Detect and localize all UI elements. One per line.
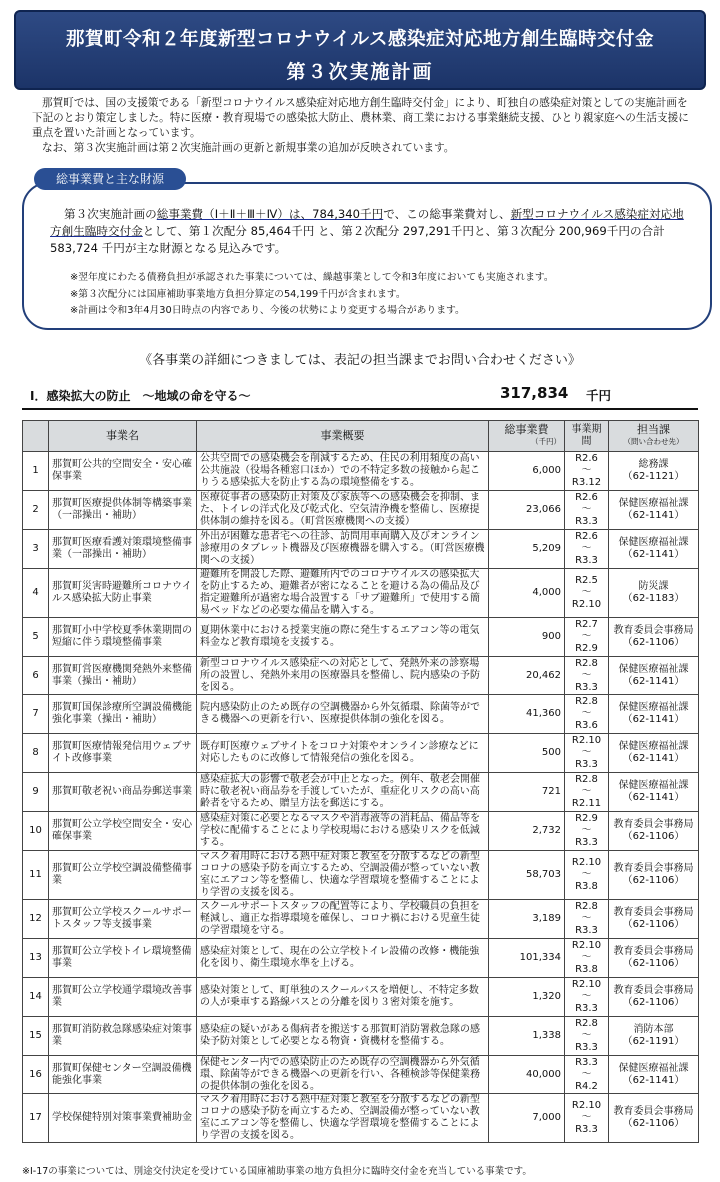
dept-name: 教育委員会事務局: [613, 906, 694, 918]
dept-name: 保健医療福祉課: [618, 663, 689, 675]
period-start: R2.9: [575, 813, 598, 825]
summary-grant-name: 新型コロナウイルス感染症対応地方創生臨時交付金: [50, 207, 684, 238]
project-cost: 20,462: [489, 656, 565, 695]
project-period: [565, 568, 609, 617]
dept-name: 教育委員会事務局: [613, 863, 694, 875]
header-cost-unit: （千円）: [531, 437, 561, 446]
project-cost: 41,360: [489, 695, 565, 734]
period-sep: ～: [581, 786, 592, 798]
project-period: [565, 695, 609, 734]
table-row: [23, 452, 699, 491]
project-description: 新型コロナウイルス感染症への対応として、発熱外来の診察場所の設置し、発熱外来用の医療器具を整備し、院内感染の予防を図る。: [197, 656, 489, 695]
table-row: [23, 1055, 699, 1094]
project-description: マスク着用時における熱中症対策と教室を分散するなどの新型コロナの感染予防を両立するため、空調設備が整っていない教室にエアコン等を整備し、快適な学習環境を整備することにより学習の支援を図る。: [197, 851, 489, 900]
period-start: R2.6: [575, 452, 598, 464]
period-sep: ～: [581, 747, 592, 759]
intro-text: [32, 96, 692, 156]
project-description: 医療従事者の感染防止対策及び家族等への感染機会を抑制、また、トイレの洋式化及び乾式化、空気清浄機を整備し、医療提供体制の維持を図る。（町営医療機関への支援）: [197, 490, 489, 529]
project-period: [565, 851, 609, 900]
period-end: R3.3: [575, 681, 598, 693]
summary-box-tag: 総事業費と主な財源: [34, 168, 186, 190]
project-cost: 4,000: [489, 568, 565, 617]
row-number: 1: [23, 452, 49, 491]
period-sep: ～: [581, 912, 592, 924]
project-cost: 5,209: [489, 529, 565, 568]
project-name: 那賀町災害時避難所コロナウイルス感染拡大防止事業: [49, 568, 197, 617]
dept-name: 教育委員会事務局: [613, 819, 694, 831]
dept-phone: （62-1106）: [622, 957, 685, 969]
period-sep: ～: [581, 1068, 592, 1080]
intro-paragraph-1: 那賀町では、国の支援策である「新型コロナウイルス感染症対応地方創生臨時交付金」により、町独自の感染症対策としての実施計画を下記のとおり策定しました。特に医療・教育現場での感染拡大防止、農林業、商工業における事業継続支援、ひとり親家庭への生活支援に重点を置いた計画となっています。: [32, 97, 689, 139]
period-end: R2.11: [571, 798, 602, 810]
dept-phone: （62-1106）: [622, 831, 685, 843]
header-dept: [609, 421, 699, 452]
row-number: 4: [23, 568, 49, 617]
period-end: R3.6: [575, 720, 598, 732]
period-start: R2.10: [571, 735, 602, 747]
project-dept: [609, 938, 699, 977]
dept-name: 教育委員会事務局: [613, 984, 694, 996]
project-name: 那賀町保健センター空調設備機能強化事業: [49, 1055, 197, 1094]
period-start: R2.10: [571, 857, 602, 869]
project-name: 那賀町公立学校スクールサポートスタッフ等支援事業: [49, 900, 197, 939]
header-no: [23, 421, 49, 452]
header-desc: 事業概要: [197, 421, 489, 452]
project-description: 感染症対策に必要となるマスクや消毒液等の消耗品、備品等を学校に配備することにより学校現場における感染リスクを低減する。: [197, 812, 489, 851]
period-end: R3.3: [575, 759, 598, 771]
dept-phone: （62-1183）: [622, 592, 685, 604]
table-row: [23, 773, 699, 812]
table-header-row: [23, 421, 699, 452]
period-sep: ～: [581, 464, 592, 476]
period-end: R3.3: [575, 554, 598, 566]
project-description: 院内感染防止のため既存の空調機器から外気循環、除菌等ができる機器への更新を行い、医療提供体制の強化を図る。: [197, 695, 489, 734]
period-end: R3.3: [575, 837, 598, 849]
project-dept: [609, 851, 699, 900]
period-start: R2.8: [575, 774, 598, 786]
period-start: R2.5: [575, 574, 598, 586]
project-description: マスク着用時における熱中症対策と教室を分散するなどの新型コロナの感染予防を両立するため、空調設備が整っていない教室にエアコン等を整備し、快適な学習環境を整備することにより学習の支援を図る。: [197, 1094, 489, 1143]
project-table: [22, 420, 699, 1143]
dept-name: 保健医療福祉課: [618, 1062, 689, 1074]
row-number: 8: [23, 734, 49, 773]
project-dept: [609, 529, 699, 568]
project-name: 那賀町営医療機関発熱外来整備事業（操出・補助）: [49, 656, 197, 695]
row-number: 3: [23, 529, 49, 568]
period-sep: ～: [581, 951, 592, 963]
project-dept: [609, 452, 699, 491]
project-description: 感染症対策として、現在の公立学校トイレ設備の改修・機能強化を図り、衛生環境水準を上げる。: [197, 938, 489, 977]
project-cost: 1,338: [489, 1016, 565, 1055]
period-end: R3.8: [575, 881, 598, 893]
project-dept: [609, 734, 699, 773]
project-description: 既存町医療ウェブサイトをコロナ対策やオンライン診療などに対応したものに改修して情報発信の強化を図る。: [197, 734, 489, 773]
period-start: R2.6: [575, 530, 598, 542]
row-number: 10: [23, 812, 49, 851]
project-period: [565, 1094, 609, 1143]
project-cost: 3,189: [489, 900, 565, 939]
period-end: R4.2: [575, 1080, 598, 1092]
project-cost: 7,000: [489, 1094, 565, 1143]
summary-notes: [70, 270, 680, 320]
dept-name: 教育委員会事務局: [613, 1106, 694, 1118]
row-number: 14: [23, 977, 49, 1016]
project-dept: [609, 490, 699, 529]
project-name: 那賀町公共的空間安全・安心確保事業: [49, 452, 197, 491]
period-start: R2.7: [575, 618, 598, 630]
period-start: R2.8: [575, 1017, 598, 1029]
table-row: [23, 695, 699, 734]
project-dept: [609, 617, 699, 656]
project-name: 那賀町公立学校通学環境改善事業: [49, 977, 197, 1016]
page-subtitle: 第３次実施計画: [286, 61, 434, 83]
project-cost: 900: [489, 617, 565, 656]
dept-phone: （62-1106）: [622, 1118, 685, 1130]
project-period: [565, 490, 609, 529]
period-start: R2.8: [575, 900, 598, 912]
summary-note: ※計画は令和3年4月30日時点の内容であり、今後の状勢により変更する場合があります。: [70, 305, 465, 316]
period-sep: ～: [581, 503, 592, 515]
title-banner: [14, 10, 706, 90]
header-period: 事業期間: [565, 421, 609, 452]
header-dept-label: 担当課: [637, 423, 670, 436]
summary-text-a: 第３次実施計画の: [64, 207, 157, 221]
period-sep: ～: [581, 669, 592, 681]
period-sep: ～: [581, 542, 592, 554]
project-dept: [609, 568, 699, 617]
row-number: 17: [23, 1094, 49, 1143]
table-row: [23, 977, 699, 1016]
table-row: [23, 529, 699, 568]
project-name: 那賀町医療看護対策環境整備事業（一部操出・補助）: [49, 529, 197, 568]
dept-phone: （62-1141）: [622, 714, 685, 726]
period-start: R2.8: [575, 657, 598, 669]
inquiry-note: 《各事業の詳細につきましては、表記の担当課までお問い合わせください》: [139, 353, 581, 368]
project-dept: [609, 773, 699, 812]
project-name: 那賀町公立学校空調設備整備事業: [49, 851, 197, 900]
project-dept: [609, 977, 699, 1016]
project-description: 公共空間での感染機会を削減するため、住民の利用頻度の高い公共施設（役場各種窓口ほか）での不特定多数の接触から起こりうる感染拡大を防止する為の環境整備をする。: [197, 452, 489, 491]
project-name: 那賀町医療提供体制等構築事業（一部操出・補助）: [49, 490, 197, 529]
period-end: R3.3: [575, 1041, 598, 1053]
dept-phone: （62-1106）: [622, 636, 685, 648]
dept-phone: （62-1141）: [622, 1074, 685, 1086]
project-cost: 2,732: [489, 812, 565, 851]
project-description: 外出が困難な患者宅への往診、訪問用車両購入及びオンライン診療用のタブレット機器及び医療機器を購入する。（町営医療機関への支援）: [197, 529, 489, 568]
intro-paragraph-2: なお、第３次実施計画は第２次実施計画の更新と新規事業の追加が反映されています。: [42, 142, 455, 154]
dept-name: 防災課: [638, 580, 669, 592]
row-number: 6: [23, 656, 49, 695]
project-dept: [609, 1094, 699, 1143]
project-cost: 721: [489, 773, 565, 812]
period-start: R2.8: [575, 696, 598, 708]
period-end: R2.10: [571, 598, 602, 610]
row-number: 11: [23, 851, 49, 900]
period-sep: ～: [581, 869, 592, 881]
project-description: 感染対策として、町単独のスクールバスを増便し、不特定多数の人が乗車する路線バスとの分離を図り３密対策を施す。: [197, 977, 489, 1016]
project-name: 那賀町小中学校夏季休業期間の短縮に伴う環境整備事業: [49, 617, 197, 656]
project-period: [565, 977, 609, 1016]
page-title: 那賀町令和２年度新型コロナウイルス感染症対応地方創生臨時交付金: [66, 29, 654, 50]
project-dept: [609, 1016, 699, 1055]
period-start: R2.10: [571, 1100, 602, 1112]
project-dept: [609, 656, 699, 695]
summary-note: ※第３次配分には国庫補助事業地方負担分算定の54,199千円が含まれます。: [70, 288, 406, 300]
section-label: Ⅰ．感染拡大の防止 ～地域の命を守る～: [30, 389, 251, 403]
period-end: R3.3: [575, 1124, 598, 1136]
dept-phone: （62-1141）: [622, 792, 685, 804]
header-cost: [489, 421, 565, 452]
row-number: 9: [23, 773, 49, 812]
period-sep: ～: [581, 586, 592, 598]
summary-note: ※翌年度にわたる債務負担が承認された事業については、繰越事業として令和3年度においても実施されます。: [70, 272, 554, 283]
section-unit: 千円: [586, 388, 612, 403]
row-number: 7: [23, 695, 49, 734]
project-dept: [609, 695, 699, 734]
dept-name: 総務課: [638, 458, 669, 470]
project-cost: 1,320: [489, 977, 565, 1016]
project-cost: 23,066: [489, 490, 565, 529]
project-period: [565, 938, 609, 977]
project-dept: [609, 1055, 699, 1094]
period-end: R3.3: [575, 924, 598, 936]
period-end: R3.3: [575, 1002, 598, 1014]
table-row: [23, 812, 699, 851]
project-description: 感染症の疑いがある傷病者を搬送する那賀町消防署救急隊の感染予防対策として必要となる物資・資機材を整備する。: [197, 1016, 489, 1055]
period-sep: ～: [581, 708, 592, 720]
summary-text: [50, 206, 690, 257]
dept-phone: （62-1106）: [622, 875, 685, 887]
table-row: [23, 938, 699, 977]
project-period: [565, 617, 609, 656]
summary-text-c: で、この総事業費対し、: [383, 207, 511, 221]
project-description: 夏期休業中における授業実施の際に発生するエアコン等の電気料金など教育環境を支援する。: [197, 617, 489, 656]
row-number: 13: [23, 938, 49, 977]
row-number: 16: [23, 1055, 49, 1094]
dept-phone: （62-1191）: [622, 1035, 685, 1047]
project-name: 那賀町公立学校トイレ環境整備事業: [49, 938, 197, 977]
dept-phone: （62-1106）: [622, 996, 685, 1008]
row-number: 5: [23, 617, 49, 656]
project-description: 避難所を開設した際、避難所内でのコロナウイルスの感染拡大を防止するため、避難者が密になることを避ける為の備品及び指定避難所が過密な場合設置する「サブ避難所」で使用する簡易ベッドなどの必要な備品を購入する。: [197, 568, 489, 617]
row-number: 15: [23, 1016, 49, 1055]
period-end: R3.3: [575, 515, 598, 527]
project-cost: 6,000: [489, 452, 565, 491]
section-total: 317,834: [500, 384, 569, 402]
project-cost: 500: [489, 734, 565, 773]
project-cost: 40,000: [489, 1055, 565, 1094]
dept-name: 保健医療福祉課: [618, 780, 689, 792]
project-description: 感染症拡大の影響で敬老会が中止となった。例年、敬老会開催時に敬老祝い商品券を手渡していたが、重症化リスクの高い高齢者を守るため、贈呈方法を郵送にする。: [197, 773, 489, 812]
table-row: [23, 900, 699, 939]
project-name: 那賀町医療情報発信用ウェブサイト改修事業: [49, 734, 197, 773]
dept-phone: （62-1141）: [622, 548, 685, 560]
dept-phone: （62-1106）: [622, 918, 685, 930]
summary-total-cost: 総事業費（Ⅰ＋Ⅱ＋Ⅲ＋Ⅳ）は、784,340千円: [156, 207, 384, 221]
project-cost: 101,334: [489, 938, 565, 977]
dept-name: 保健医療福祉課: [618, 497, 689, 509]
dept-phone: （62-1141）: [622, 509, 685, 521]
table-row: [23, 1016, 699, 1055]
project-dept: [609, 812, 699, 851]
project-dept: [609, 900, 699, 939]
project-period: [565, 529, 609, 568]
dept-phone: （62-1141）: [622, 675, 685, 687]
period-start: R3.3: [575, 1056, 598, 1068]
period-sep: ～: [581, 825, 592, 837]
table-row: [23, 490, 699, 529]
period-end: R2.9: [575, 642, 598, 654]
project-period: [565, 900, 609, 939]
dept-name: 保健医療福祉課: [618, 536, 689, 548]
project-period: [565, 1016, 609, 1055]
project-period: [565, 656, 609, 695]
header-cost-label: 総事業費: [504, 423, 549, 436]
project-name: 那賀町敬老祝い商品券郵送事業: [49, 773, 197, 812]
row-number: 2: [23, 490, 49, 529]
period-end: R3.12: [571, 476, 602, 488]
project-period: [565, 452, 609, 491]
project-period: [565, 773, 609, 812]
project-description: スクールサポートスタッフの配置等により、学校職員の負担を軽減し、適正な指導環境を確保し、コロナ禍における児童生徒の学習環境を守る。: [197, 900, 489, 939]
dept-name: 保健医療福祉課: [618, 702, 689, 714]
project-name: 那賀町国保診療所空調設備機能強化事業（操出・補助）: [49, 695, 197, 734]
dept-name: 消防本部: [633, 1023, 674, 1035]
period-sep: ～: [581, 1029, 592, 1041]
project-period: [565, 812, 609, 851]
table-row: [23, 851, 699, 900]
dept-name: 教育委員会事務局: [613, 945, 694, 957]
period-sep: ～: [581, 1112, 592, 1124]
dept-name: 教育委員会事務局: [613, 624, 694, 636]
project-name: 那賀町消防救急隊感染症対策事業: [49, 1016, 197, 1055]
table-row: [23, 568, 699, 617]
project-name: 学校保健特別対策事業費補助金: [49, 1094, 197, 1143]
period-start: R2.6: [575, 491, 598, 503]
period-end: R3.8: [575, 963, 598, 975]
row-number: 12: [23, 900, 49, 939]
header-name: 事業名: [49, 421, 197, 452]
dept-phone: （62-1141）: [622, 753, 685, 765]
period-sep: ～: [581, 990, 592, 1002]
period-sep: ～: [581, 630, 592, 642]
project-period: [565, 734, 609, 773]
footnote: ※Ⅰ-17の事業については、別途交付決定を受けている国庫補助事業の地方負担分に臨時交付金を充当している事業です。: [22, 1166, 532, 1177]
table-row: [23, 656, 699, 695]
dept-name: 保健医療福祉課: [618, 741, 689, 753]
project-name: 那賀町公立学校空間安全・安心確保事業: [49, 812, 197, 851]
project-description: 保健センター内での感染防止のため既存の空調機器から外気循環、除菌等ができる機器への更新を行い、各種検診等保健業務の提供体制の強化を図る。: [197, 1055, 489, 1094]
project-cost: 58,703: [489, 851, 565, 900]
section-heading: [22, 384, 698, 410]
project-period: [565, 1055, 609, 1094]
header-dept-sub: （問い合わせ先）: [623, 437, 684, 446]
table-row: [23, 617, 699, 656]
dept-phone: （62-1121）: [622, 470, 685, 482]
table-row: [23, 734, 699, 773]
summary-box: [22, 182, 712, 330]
table-row: [23, 1094, 699, 1143]
summary-text-e: として、第１次配分 85,464千円 と、第２次配分 297,291千円と、第３次配分 200,969千円の合計583,724 千円が主な財源となる見込みです。: [50, 224, 665, 255]
period-start: R2.10: [571, 939, 602, 951]
period-start: R2.10: [571, 978, 602, 990]
